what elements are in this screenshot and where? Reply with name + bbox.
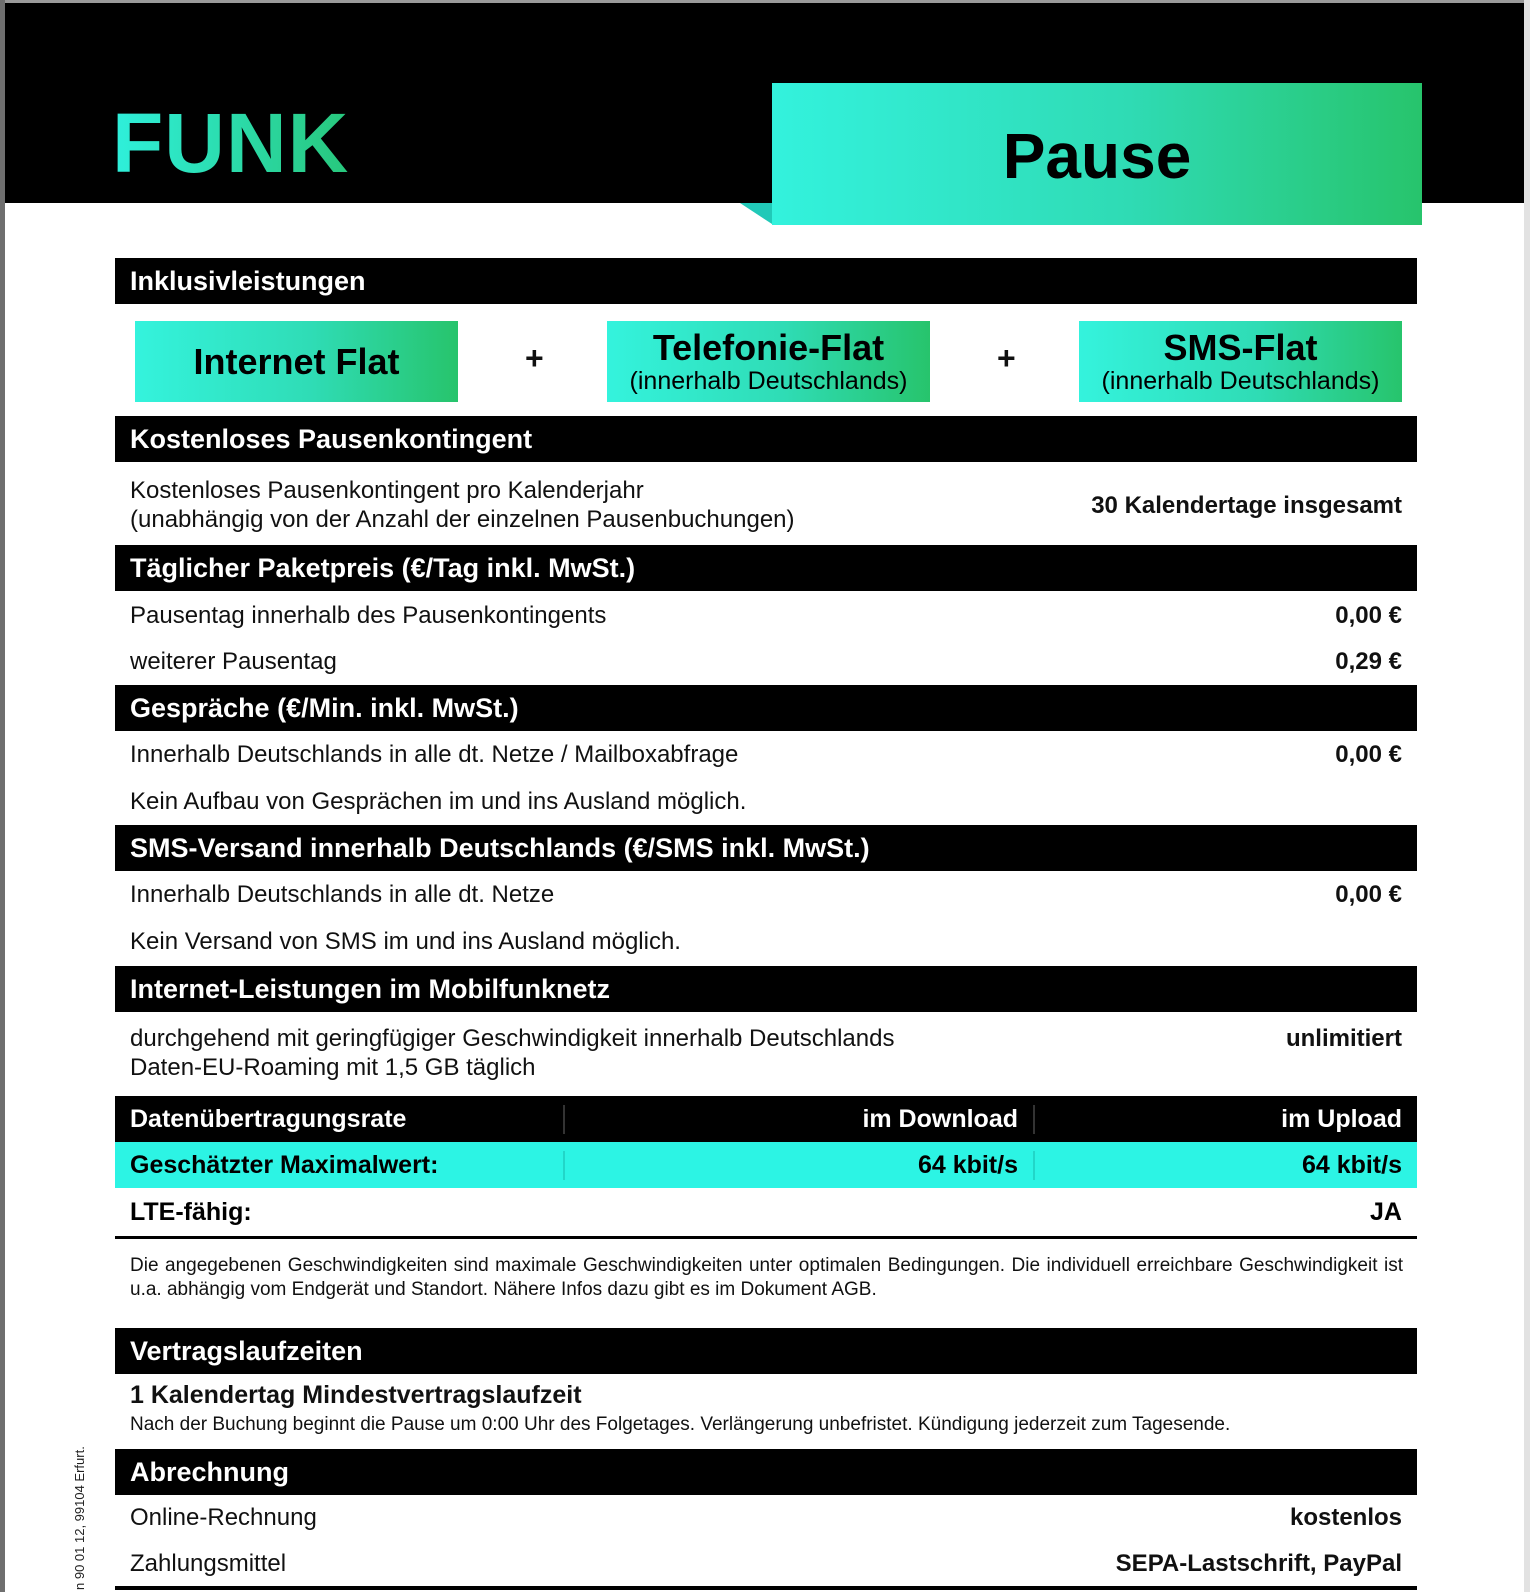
row-label: Innerhalb Deutschlands in alle dt. Netze / Mailboxabfrage: [130, 741, 739, 768]
feature-internet-flat: [135, 321, 458, 402]
row-label: Kein Versand von SMS im und ins Ausland möglich.: [130, 928, 681, 955]
section-sms: [115, 825, 1417, 871]
footer-line: [115, 1586, 1417, 1590]
billing-row: [115, 1547, 1417, 1581]
rate-header-download: im Download: [565, 1105, 1035, 1134]
section-title: Abrechnung: [130, 1456, 289, 1487]
row-label-line2: Daten-EU-Roaming mit 1,5 GB täglich: [130, 1054, 536, 1081]
rate-max-upload: 64 kbit/s: [1301, 1150, 1402, 1179]
section-title: Vertragslaufzeiten: [130, 1335, 363, 1366]
feature-title: Telefonie-Flat: [652, 326, 885, 368]
price-row: [115, 645, 1417, 679]
call-row: [115, 738, 1417, 772]
section-title: Internet-Leistungen im Mobilfunknetz: [130, 973, 610, 1004]
row-label: Kein Aufbau von Gesprächen im und ins Ausland möglich.: [130, 788, 747, 815]
feature-subtitle: (innerhalb Deutschlands): [1101, 366, 1380, 395]
feature-subtitle: (innerhalb Deutschlands): [629, 366, 908, 395]
section-abrechnung: [115, 1449, 1417, 1495]
frame-left-border: [0, 0, 5, 1592]
side-address-note: n 90 01 12, 99104 Erfurt.: [72, 1446, 87, 1590]
section-title: Täglicher Paketpreis (€/Tag inkl. MwSt.): [130, 552, 636, 583]
contract-title: 1 Kalendertag Mindestvertragslaufzeit: [130, 1381, 582, 1409]
row-value: 0,00 €: [1335, 881, 1402, 908]
internet-row: [115, 1024, 1417, 1086]
rate-max-row: [115, 1142, 1417, 1188]
row-label-line1: Kostenloses Pausenkontingent pro Kalenderjahr: [130, 477, 644, 504]
section-pausenkontingent: [115, 416, 1417, 462]
row-value: 30 Kalendertage insgesamt: [1091, 491, 1402, 519]
row-value: 0,00 €: [1335, 741, 1402, 768]
section-title: Kostenloses Pausenkontingent: [130, 423, 533, 454]
billing-row: [115, 1501, 1417, 1535]
feature-sms-flat: [1079, 321, 1402, 402]
tariff-title-box: [772, 83, 1422, 225]
rate-max-download: 64 kbit/s: [565, 1151, 1035, 1180]
row-label: Innerhalb Deutschlands in alle dt. Netze: [130, 881, 555, 908]
row-label: Zahlungsmittel: [130, 1550, 287, 1577]
rate-header-row: [115, 1096, 1417, 1142]
feature-telefonie-flat: [607, 321, 930, 402]
row-label-line1: durchgehend mit geringfügiger Geschwindigkeit innerhalb Deutschlands: [130, 1025, 895, 1052]
frame-right-border: [1524, 0, 1530, 1592]
section-inklusivleistungen: [115, 258, 1417, 304]
feature-title: SMS-Flat: [1163, 326, 1318, 368]
call-row: [115, 785, 1417, 819]
rate-header-label: Datenübertragungsrate: [115, 1105, 565, 1134]
row-value: unlimitiert: [1285, 1025, 1402, 1052]
rate-lte-value: JA: [1370, 1197, 1402, 1226]
tariff-name: Pause: [1002, 120, 1192, 192]
rate-lte-label: LTE-fähig:: [130, 1197, 252, 1226]
tariff-notch: [740, 203, 772, 224]
price-row: [115, 599, 1417, 633]
contract-text: Nach der Buchung beginnt die Pause um 0:00 Uhr des Folgetages. Verlängerung unbefristet. Kündigung jederzeit zum Tagesende.: [130, 1414, 1231, 1435]
row-label-line2: (unabhängig von der Anzahl der einzelnen Pausenbuchungen): [130, 506, 795, 533]
section-vertragslaufzeiten: [115, 1328, 1417, 1374]
speed-disclaimer: Die angegebenen Geschwindigkeiten sind maximale Geschwindigkeiten unter optimalen Bedingungen. Die individuell erreichbare Geschwindigkeit ist u.a. abhängig vom Endgerät und Standort. Nähere Infos dazu gibt es im Dokument AGB.: [130, 1255, 1403, 1300]
rate-lte-row: [115, 1188, 1417, 1239]
rate-max-label: Geschätzter Maximalwert:: [115, 1151, 565, 1180]
data-rate-table: [115, 1096, 1417, 1239]
section-title: Inklusivleistungen: [130, 265, 366, 296]
section-gespraeche: [115, 685, 1417, 731]
row-label: weiterer Pausentag: [130, 648, 337, 675]
feature-title: Internet Flat: [193, 340, 400, 382]
section-title: SMS-Versand innerhalb Deutschlands (€/SMS inkl. MwSt.): [130, 832, 870, 863]
row-value: 0,00 €: [1335, 602, 1402, 629]
row-value: SEPA-Lastschrift, PayPal: [1115, 1550, 1402, 1577]
section-internet: [115, 966, 1417, 1012]
section-paketpreis: [115, 545, 1417, 591]
row-value: kostenlos: [1289, 1504, 1402, 1531]
sms-row: [115, 878, 1417, 912]
plus-sign: +: [525, 340, 544, 376]
sms-row: [115, 925, 1417, 959]
pausenkontingent-row: [115, 474, 1417, 536]
rate-header-upload: im Upload: [1281, 1104, 1402, 1133]
row-value: 0,29 €: [1335, 648, 1402, 675]
row-label: Pausentag innerhalb des Pausenkontingents: [130, 602, 607, 629]
funk-logo: FUNK: [112, 96, 350, 190]
row-label: Online-Rechnung: [130, 1504, 317, 1531]
section-title: Gespräche (€/Min. inkl. MwSt.): [130, 692, 519, 723]
plus-sign: +: [997, 340, 1016, 376]
